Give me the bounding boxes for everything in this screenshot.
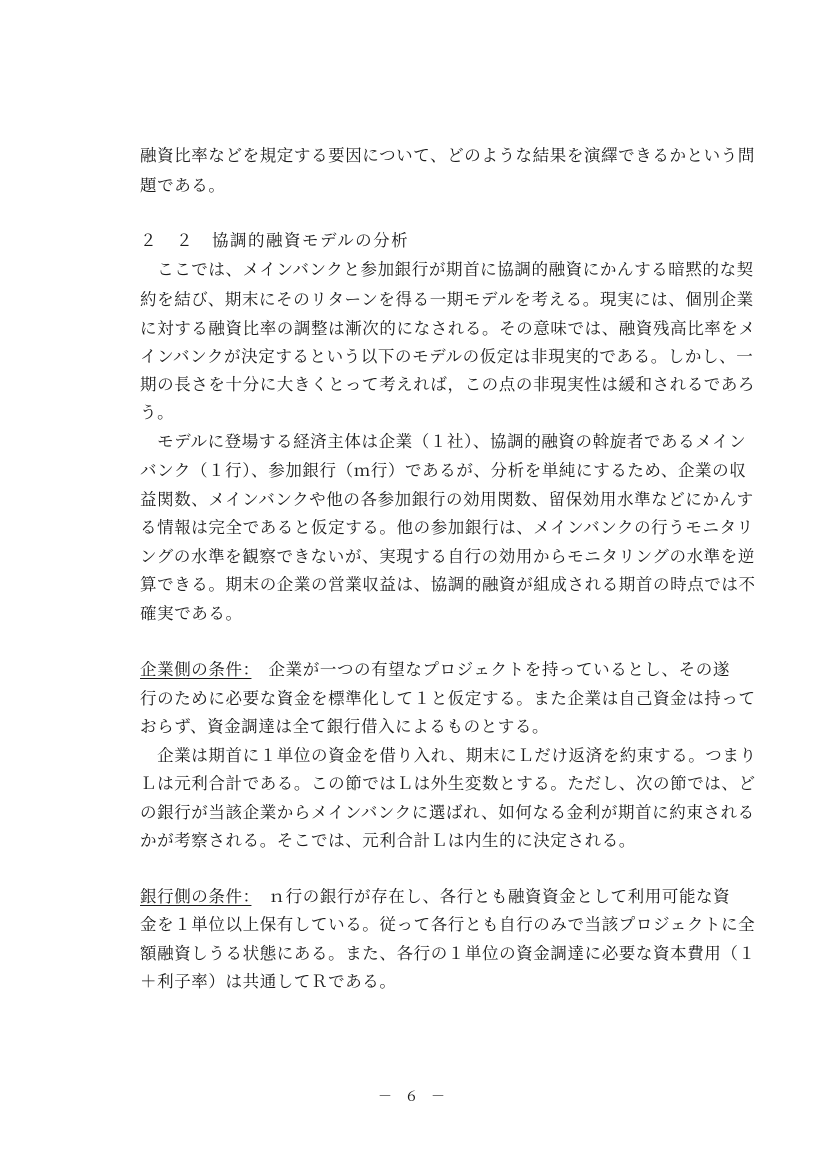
paragraph-line: インバンクが決定するという以下のモデルの仮定は非現実的である。しかし、一 [140,347,754,366]
paragraph-line: 算できる。期末の企業の営業収益は、協調的融資が組成される期首の時点では不 [140,575,756,594]
paragraph-line: 約を結び、期末にそのリターンを得る一期モデルを考える。現実には、個別企業 [140,290,754,309]
firm-conditions-label: 企業側の条件： [140,660,252,679]
intro-line: 融資比率などを規定する要因について、どのような結果を演繹できるかという問 [140,146,755,165]
paragraph-line: おらず、資金調達は全て銀行借入によるものとする。 [140,717,550,736]
bank-conditions-line [140,886,731,908]
bank-conditions-text: ｎ行の銀行が存在し、各行とも融資資金として利用可能な資 [251,887,731,906]
paragraph-line: ここでは、メインバンクと参加銀行が期首に協調的融資にかんする暗黙的な契 [140,260,754,279]
bank-conditions-label: 銀行側の条件： [140,887,252,906]
paragraph-line: の銀行が当該企業からメインバンクに選ばれ、如何なる金利が期首に約束される [140,803,755,822]
paragraph-line: 益関数、メインバンクや他の各参加銀行の効用関数、留保効用水準などにかんす [140,490,754,509]
paragraph-line: 金を１単位以上保有している。従って各行とも自行のみで当該プロジェクトに全 [140,915,756,934]
paragraph-line: る情報は完全であると仮定する。他の参加銀行は、メインバンクの行うモニタリ [140,518,754,537]
firm-conditions-line [140,659,730,681]
paragraph-line: 行のために必要な資金を標準化して１と仮定する。また企業は自己資金は持って [140,689,756,708]
paragraph-line: バンク（１行）、参加銀行（ｍ行）であるが、分析を単純にするため、企業の収 [140,461,747,480]
section-heading: ２ ２ 協調的融資モデルの分析 [140,231,410,250]
paragraph-line: Ｌは元利合計である。この節ではＬは外生変数とする。ただし、次の節では、ど [140,774,756,793]
paragraph-line: ＋利子率）は共通してＲである。 [140,972,397,991]
paragraph-line: 額融資しうる状態にある。また、各行の１単位の資金調達に必要な資本費用（１ [140,944,756,963]
firm-conditions-text: 企業が一つの有望なプロジェクトを持っているとし、その遂 [251,660,730,679]
paragraph-line: 期の長さを十分に大きくとって考えれば，この点の非現実性は緩和されるであろ [140,375,756,394]
paragraph-line: かが考察される。そこでは、元利合計Ｌは内生的に決定される。 [140,831,636,850]
paragraph-line: う。 [140,403,175,422]
paragraph-line: 確実である。 [140,604,243,623]
paragraph-line: ングの水準を観察できないが、実現する自行の効用からモニタリングの水準を逆 [140,547,755,566]
paragraph-line: 企業は期首に１単位の資金を借り入れ、期末にＬだけ返済を約束する。つまり [140,746,757,765]
intro-line: 題である。 [140,176,226,195]
paragraph-line: モデルに登場する経済主体は企業（１社）、協調的融資の斡旋者であるメイン [140,432,747,451]
page-number: － ６ － [378,1089,449,1105]
paragraph-line: に対する融資比率の調整は漸次的になされる。その意味では、融資残高比率をメ [140,319,756,338]
